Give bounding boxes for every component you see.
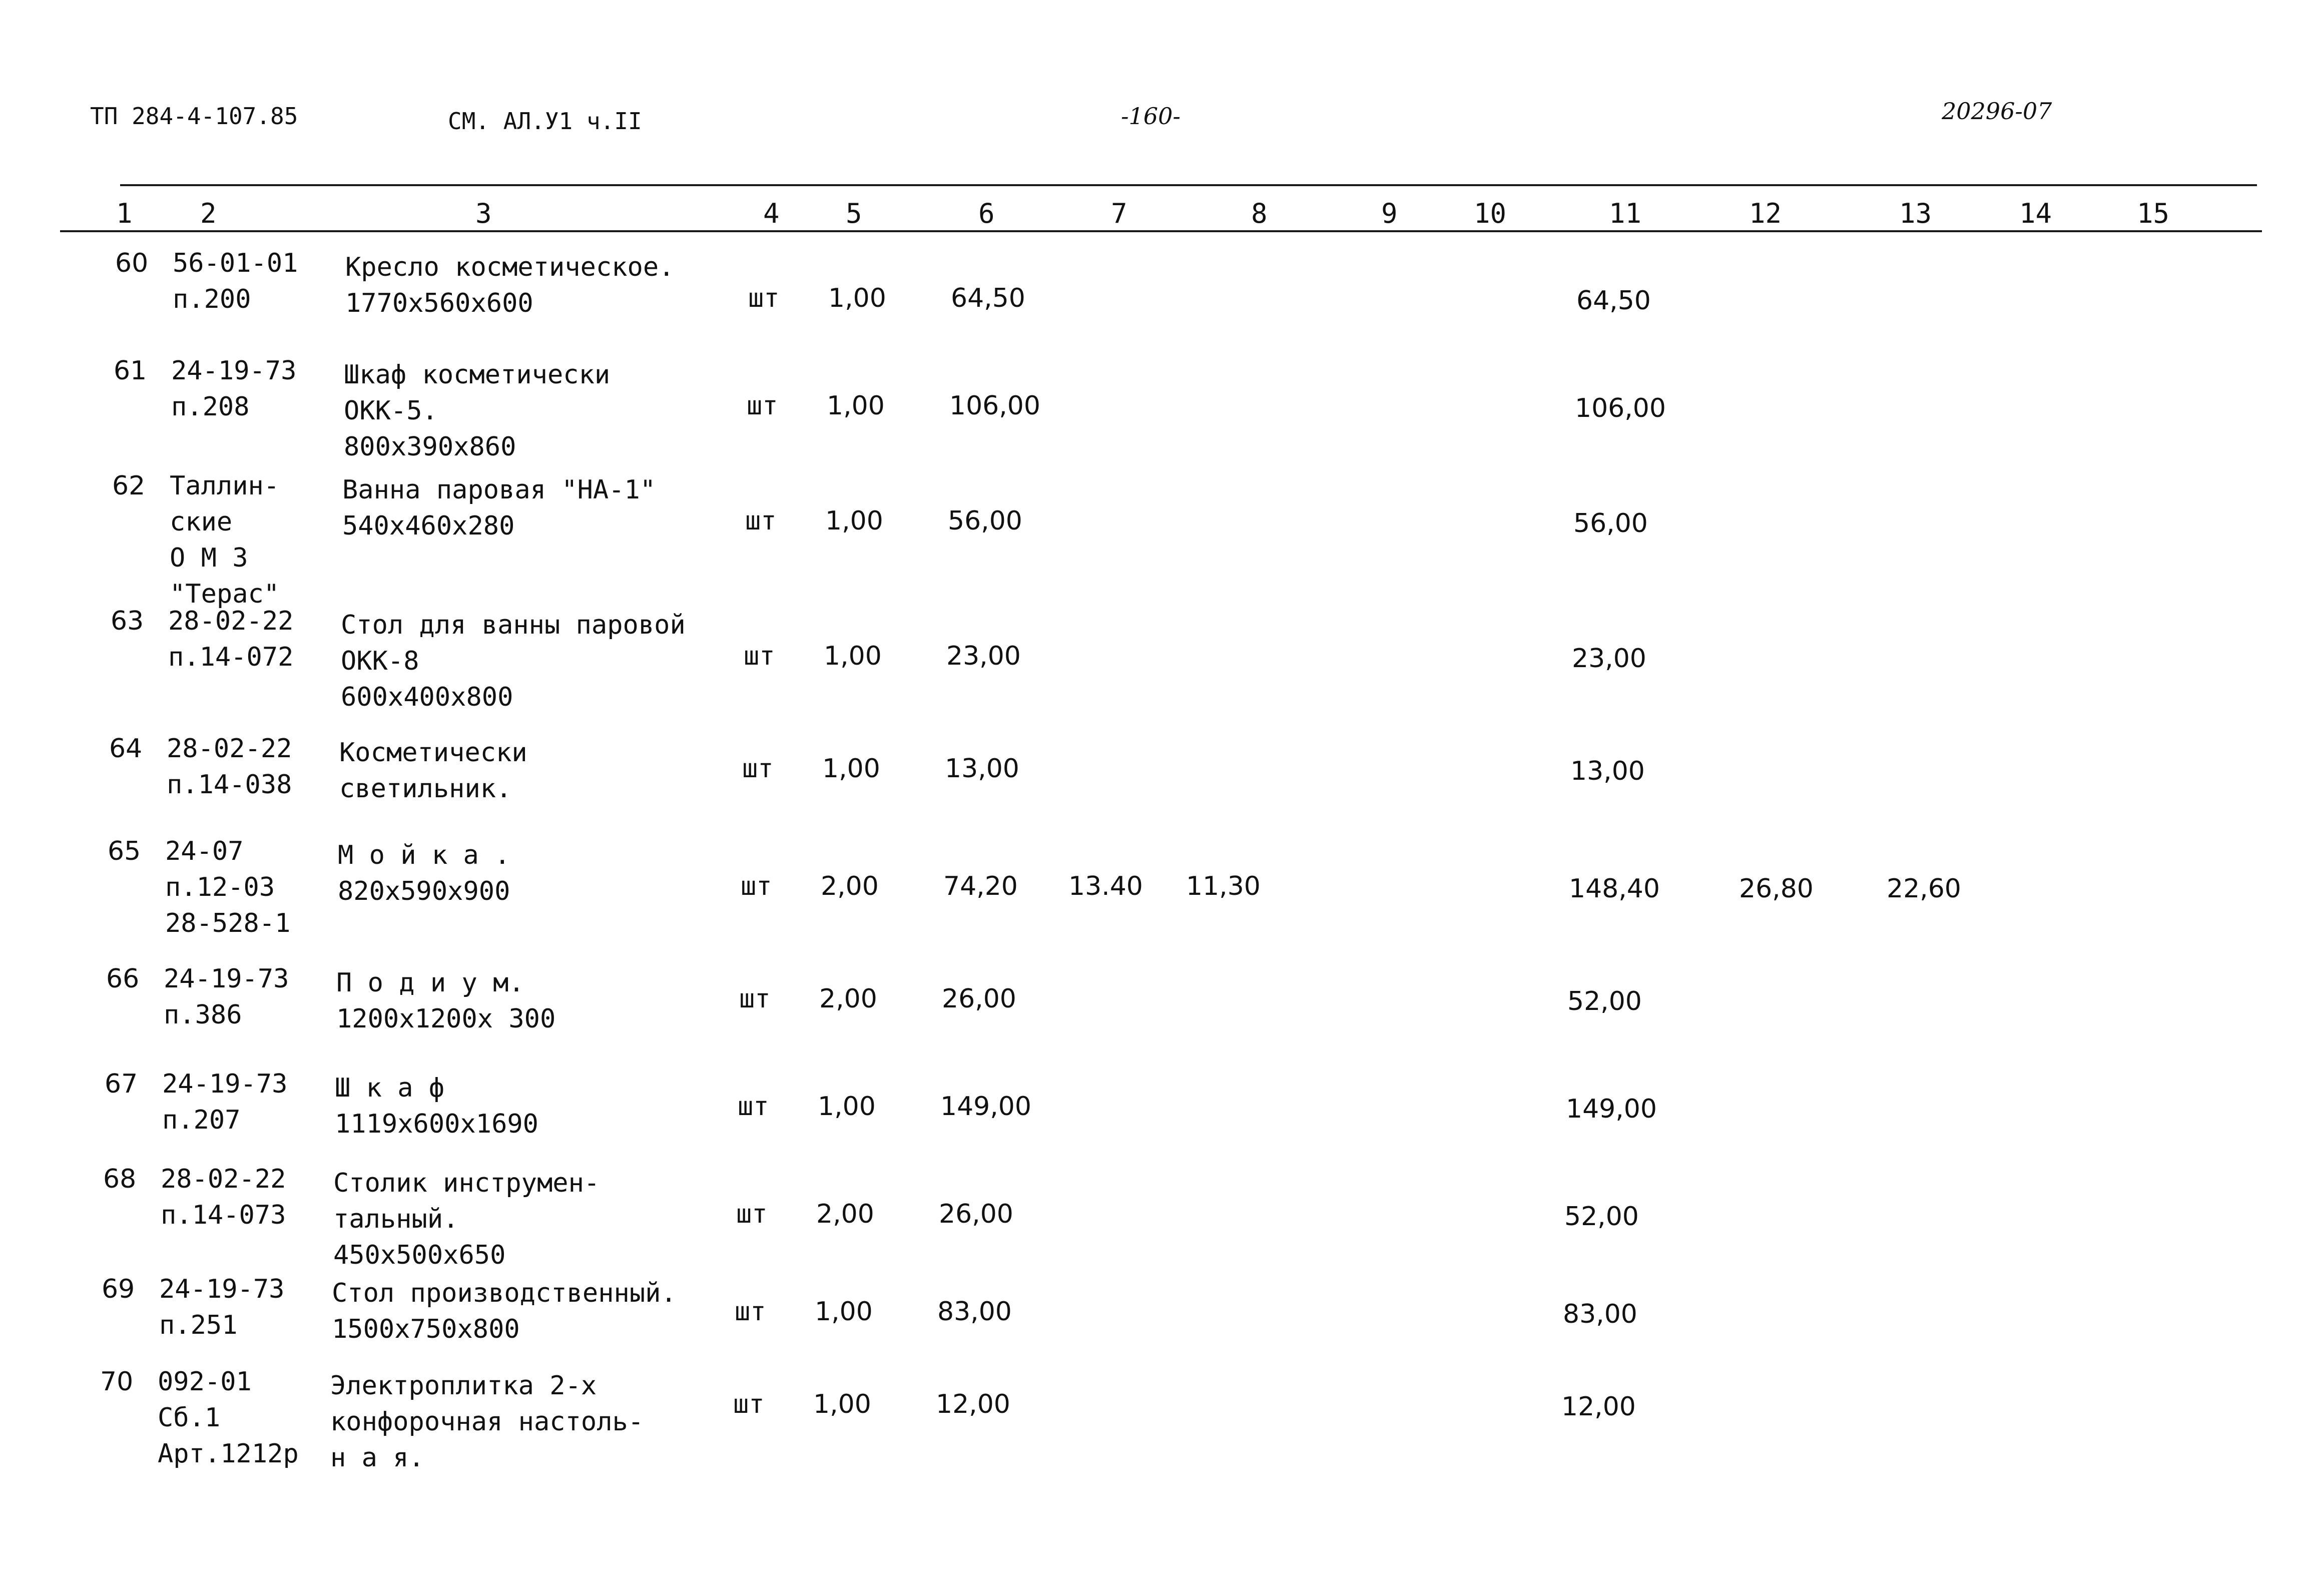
col12-value: 26,80 bbox=[1739, 874, 1814, 904]
item-code-line: 28-528-1 bbox=[165, 908, 291, 938]
column-number-5: 5 bbox=[846, 198, 862, 229]
unit-price: 23,00 bbox=[946, 641, 1021, 671]
item-code-line: п.200 bbox=[173, 284, 251, 314]
total-price: 148,40 bbox=[1569, 874, 1660, 904]
column-number-14: 14 bbox=[2019, 198, 2052, 229]
row-number: 70 bbox=[100, 1367, 134, 1397]
unit-price: 64,50 bbox=[951, 283, 1025, 313]
item-name-line: светильник. bbox=[339, 774, 512, 804]
header-top-rule bbox=[120, 184, 2257, 186]
column-number-8: 8 bbox=[1251, 198, 1268, 229]
column-number-1: 1 bbox=[116, 198, 133, 229]
item-name-line: 1770х560х600 bbox=[345, 288, 533, 318]
item-code bbox=[164, 961, 289, 1033]
total-price: 83,00 bbox=[1563, 1299, 1637, 1329]
item-name-line: Стол производственный. bbox=[332, 1278, 677, 1308]
item-name-line: тальный. bbox=[333, 1204, 459, 1234]
quantity: 2,00 bbox=[816, 1199, 874, 1229]
item-name-line: 450х500х650 bbox=[333, 1240, 506, 1270]
item-name-line: ОКК-8 bbox=[341, 646, 419, 676]
album-ref: СМ. АЛ.У1 ч.II bbox=[448, 108, 642, 135]
item-name-line: 800х390х860 bbox=[344, 432, 516, 462]
col8-value: 11,30 bbox=[1186, 871, 1261, 901]
unit: шт bbox=[733, 1389, 765, 1419]
item-code-line: Сб.1 bbox=[158, 1403, 221, 1433]
item-name-line: 1200х1200х 300 bbox=[336, 1004, 556, 1034]
quantity: 1,00 bbox=[827, 391, 885, 421]
unit: шт bbox=[741, 871, 772, 901]
item-code bbox=[162, 1066, 287, 1138]
item-code-line: "Терас" bbox=[170, 579, 280, 609]
item-code bbox=[168, 603, 293, 675]
row-number: 61 bbox=[114, 356, 147, 386]
item-name-line: Ванна паровая "НА-1" bbox=[342, 475, 656, 505]
item-code bbox=[165, 833, 290, 941]
item-code-line: 28-02-22 bbox=[161, 1164, 286, 1194]
page-number: -160- bbox=[1121, 103, 1181, 130]
quantity: 1,00 bbox=[813, 1389, 871, 1419]
item-code-line: 56-01-01 bbox=[173, 248, 298, 278]
item-name bbox=[339, 735, 527, 807]
column-number-3: 3 bbox=[475, 198, 492, 229]
reference-number: 20296-07 bbox=[1942, 98, 2052, 125]
item-name-line: 1119х600х1690 bbox=[335, 1109, 538, 1139]
item-code-line: п.386 bbox=[164, 1000, 242, 1030]
total-price: 23,00 bbox=[1572, 644, 1646, 674]
total-price: 12,00 bbox=[1561, 1392, 1636, 1422]
item-name-line: Электроплитка 2-х bbox=[330, 1371, 597, 1401]
total-price: 13,00 bbox=[1570, 756, 1645, 786]
total-price: 56,00 bbox=[1573, 508, 1648, 539]
item-name-line: 600х400х800 bbox=[341, 682, 513, 712]
unit: шт bbox=[745, 506, 777, 536]
item-code-line: ские bbox=[170, 507, 233, 537]
item-code-line: п.12-03 bbox=[165, 872, 275, 902]
item-code-line: 28-02-22 bbox=[167, 734, 292, 764]
unit: шт bbox=[738, 1092, 769, 1122]
total-price: 106,00 bbox=[1575, 393, 1666, 423]
unit: шт bbox=[736, 1199, 768, 1229]
item-code bbox=[171, 353, 296, 425]
item-code-line: Арт.1212р bbox=[158, 1439, 299, 1469]
header-bottom-rule bbox=[60, 230, 2262, 232]
total-price: 52,00 bbox=[1564, 1202, 1639, 1232]
column-number-15: 15 bbox=[2137, 198, 2170, 229]
unit: шт bbox=[744, 641, 775, 671]
unit-price: 26,00 bbox=[942, 984, 1016, 1014]
unit: шт bbox=[739, 984, 771, 1014]
unit: шт bbox=[742, 754, 774, 784]
item-name-line: 820х590х900 bbox=[338, 876, 510, 906]
item-code bbox=[167, 731, 292, 803]
unit-price: 106,00 bbox=[949, 391, 1040, 421]
col13-value: 22,60 bbox=[1887, 874, 1961, 904]
item-name-line: н а я. bbox=[330, 1443, 424, 1473]
total-price: 52,00 bbox=[1567, 986, 1642, 1016]
item-name-line: 1500х750х800 bbox=[332, 1314, 520, 1344]
item-name-line: конфорочная настоль- bbox=[330, 1407, 644, 1437]
item-name bbox=[332, 1275, 677, 1347]
quantity: 1,00 bbox=[824, 641, 882, 671]
item-code-line: 24-19-73 bbox=[162, 1069, 288, 1099]
item-code-line: п.14-072 bbox=[168, 642, 294, 672]
quantity: 1,00 bbox=[818, 1092, 876, 1122]
item-code-line: 24-19-73 bbox=[164, 964, 289, 994]
quantity: 2,00 bbox=[821, 871, 879, 901]
item-code bbox=[173, 245, 298, 317]
column-number-11: 11 bbox=[1609, 198, 1642, 229]
column-number-13: 13 bbox=[1899, 198, 1932, 229]
row-number: 63 bbox=[111, 606, 144, 636]
item-code-line: 24-19-73 bbox=[171, 356, 297, 386]
item-name bbox=[345, 249, 674, 321]
unit: шт bbox=[747, 391, 778, 421]
item-name bbox=[342, 472, 656, 544]
item-name bbox=[344, 357, 610, 465]
item-name-line: П о д и у м. bbox=[336, 968, 524, 998]
row-number: 69 bbox=[102, 1274, 135, 1304]
row-number: 66 bbox=[106, 964, 140, 994]
item-code bbox=[170, 468, 279, 612]
item-code-line: О М З bbox=[170, 543, 248, 573]
item-code bbox=[159, 1271, 284, 1343]
row-number: 60 bbox=[115, 248, 149, 278]
column-number-6: 6 bbox=[978, 198, 995, 229]
item-code-line: 24-19-73 bbox=[159, 1274, 285, 1304]
doc-code: ТП 284-4-107.85 bbox=[90, 103, 298, 130]
total-price: 64,50 bbox=[1576, 286, 1651, 316]
unit-price: 74,20 bbox=[943, 871, 1018, 901]
quantity: 2,00 bbox=[819, 984, 877, 1014]
item-code-line: п.251 bbox=[159, 1310, 238, 1340]
unit: шт bbox=[735, 1297, 766, 1327]
item-name-line: Кресло косметическое. bbox=[345, 252, 675, 282]
item-name-line: 540х460х280 bbox=[342, 511, 515, 541]
column-number-7: 7 bbox=[1111, 198, 1127, 229]
col7-value: 13.40 bbox=[1068, 871, 1143, 901]
column-number-9: 9 bbox=[1381, 198, 1398, 229]
item-name-line: Косметически bbox=[339, 738, 527, 768]
row-number: 65 bbox=[108, 836, 141, 866]
item-name-line: Ш к а ф bbox=[335, 1073, 445, 1103]
item-name bbox=[330, 1368, 644, 1476]
item-name bbox=[338, 837, 510, 909]
row-number: 67 bbox=[105, 1069, 138, 1099]
item-name-line: Стол для ванны паровой bbox=[341, 610, 686, 640]
item-name bbox=[333, 1165, 600, 1273]
column-number-10: 10 bbox=[1474, 198, 1507, 229]
column-number-4: 4 bbox=[763, 198, 780, 229]
item-name-line: Столик инструмен- bbox=[333, 1168, 600, 1198]
item-code bbox=[158, 1364, 299, 1472]
item-name-line: М о й к а . bbox=[338, 840, 510, 870]
quantity: 1,00 bbox=[815, 1297, 873, 1327]
row-number: 64 bbox=[109, 734, 143, 764]
item-code-line: п.14-038 bbox=[167, 770, 292, 800]
item-code-line: 092-01 bbox=[158, 1367, 252, 1397]
item-name bbox=[336, 965, 555, 1037]
column-number-12: 12 bbox=[1749, 198, 1782, 229]
item-code bbox=[161, 1161, 286, 1233]
quantity: 1,00 bbox=[825, 506, 883, 536]
unit-price: 149,00 bbox=[940, 1092, 1031, 1122]
row-number: 62 bbox=[112, 471, 146, 501]
item-code-line: п.208 bbox=[171, 392, 250, 422]
item-name bbox=[335, 1070, 538, 1142]
item-name-line: ОКК-5. bbox=[344, 396, 438, 426]
item-code-line: 28-02-22 bbox=[168, 606, 294, 636]
item-code-line: 24-07 bbox=[165, 836, 244, 866]
item-name-line: Шкаф косметически bbox=[344, 360, 611, 390]
column-number-2: 2 bbox=[200, 198, 217, 229]
item-name bbox=[341, 607, 686, 715]
item-code-line: п.207 bbox=[162, 1105, 241, 1135]
unit-price: 12,00 bbox=[936, 1389, 1010, 1419]
row-number: 68 bbox=[103, 1164, 137, 1194]
quantity: 1,00 bbox=[828, 283, 886, 313]
item-code-line: п.14-073 bbox=[161, 1200, 286, 1230]
unit-price: 26,00 bbox=[939, 1199, 1013, 1229]
item-code-line: Таллин- bbox=[170, 471, 280, 501]
quantity: 1,00 bbox=[822, 754, 880, 784]
unit-price: 83,00 bbox=[937, 1297, 1012, 1327]
total-price: 149,00 bbox=[1566, 1094, 1657, 1124]
unit: шт bbox=[748, 283, 780, 313]
unit-price: 13,00 bbox=[945, 754, 1019, 784]
unit-price: 56,00 bbox=[948, 506, 1022, 536]
